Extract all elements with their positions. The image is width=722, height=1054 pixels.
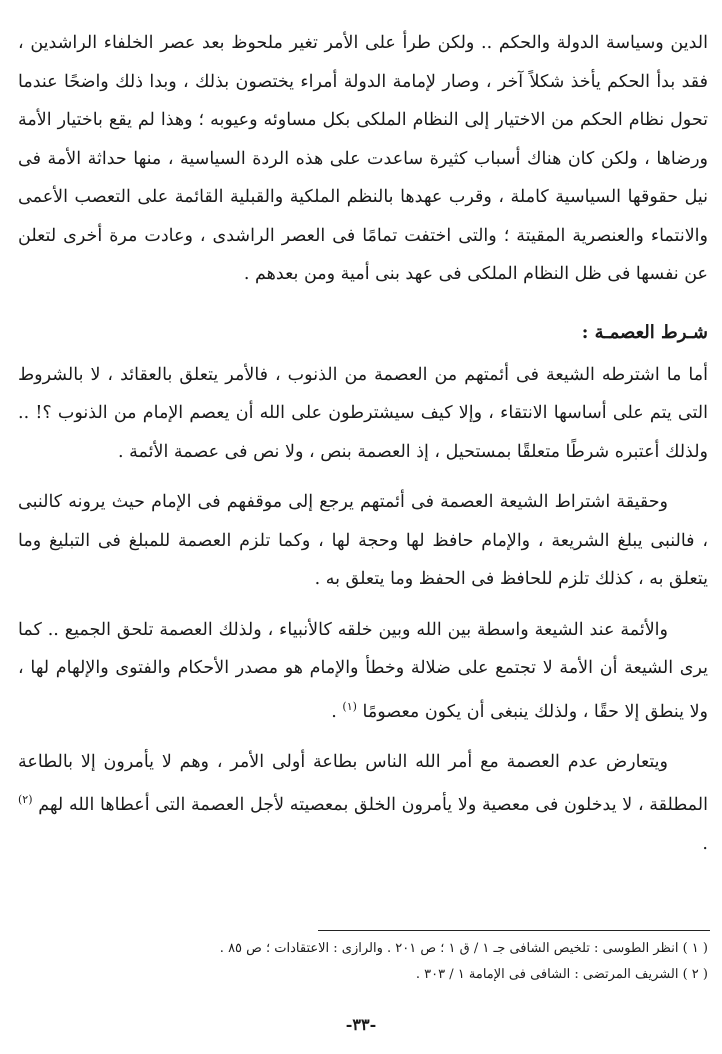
paragraph-5 [18,743,708,863]
paragraph-3: وحقيقة اشتراط الشيعة العصمة فى أئمتهم يرجع إلى موقفهم فى الإمام حيث يرونه كالنبى ، فالنبى يبلغ الشريعة ، والإمام حافظ لها وحجة لها ، وكما تلزم العصمة للمبلغ فى التبليغ وما يتعلق به ، كذلك تلزم للحافظ فى الحفظ وما يتعلق به . [18,492,708,589]
footnote-1: ( ١ ) انظر الطوسى : تلخيص الشافى جـ ١ / ق ١ ؛ ص ٢٠١ . والرازى : الاعتقادات ؛ ص ٨٥ . [219,941,708,956]
paragraph-2: أما ما اشترطه الشيعة فى أئمتهم من العصمة من الذنوب ، فالأمر يتعلق بالعقائد ، لا بالشروط التى يتم على أساسها الانتقاء ، وإلا كيف سيشترطون على الله أن يعصم الإمام من الذنوب ؟! .. ولذلك أعتبره شرطًا متعلقًا بمستحيل ، إذ العصمة بنص ، ولا نص فى عصمة الأئمة . [18,364,708,462]
footnote-divider [318,930,710,931]
paragraph-5-text: ويتعارض عدم العصمة مع أمر الله الناس بطاعة أولى الأمر ، وهم لا يأمرون إلا بالطاعة المطلقة ، لا يدخلون فى معصية ولا يأمرون الخلق بمعصيته لأجل العصمة التى أعطاها الله لهم [18,751,708,816]
section-heading: شـرط العصمـة : [581,321,708,343]
paragraph-4-end: . [331,701,337,722]
footnotes [8,936,708,988]
page-number: -٣٣- [345,1015,377,1034]
footnote-ref-2: (٢) [18,793,33,807]
page-body [18,24,708,863]
paragraph-4-text: والأئمة عند الشيعة واسطة بين الله وبين خلقه كالأنبياء ، ولذلك العصمة تلحق الجميع .. كما يرى الشيعة أن الأمة لا تجتمع على ضلالة وخطأ والإمام هو مصدر الأحكام والفتوى والإلهام لها ، ولا ينطق إلا حقًا ، ولذلك ينبغى أن يكون معصومًا [18,619,708,722]
footnote-2: ( ٢ ) الشريف المرتضى : الشافى فى الإمامة ١ / ٣٠٣ . [415,967,708,982]
paragraph-5-end: . [702,833,708,854]
paragraph-4 [18,611,708,731]
paragraph-1: الدين وسياسة الدولة والحكم .. ولكن طرأ على الأمر تغير ملحوظ بعد عصر الخلفاء الراشدين ، فقد بدأ الحكم يأخذ شكلاً آخر ، وصار لإمامة الدولة أمراء يختصون بذلك ، وبدا ذلك واضحًا عندما تحول نظام الحكم من الاختيار إلى النظام الملكى بكل مساوئه وعيوبه ؛ وهذا لم يقع باختيار الأمة ورضاها ، ولكن كان هناك أسباب كثيرة ساعدت على هذه الردة السياسية ، منها حداثة الأمة فى نيل حقوقها السياسية كاملة ، وقرب عهدها بالنظم الملكية والقبلية القائمة على التعصب الأعمى والانتماء والعنصرية المقيتة ؛ والتى اختفت تمامًا فى العصر الراشدى ، وعادت مرة أخرى لتعلن عن نفسها فى ظل النظام الملكى فى عهد بنى أمية ومن بعدهم . [18,33,708,284]
footnote-ref-1: (١) [342,699,357,713]
